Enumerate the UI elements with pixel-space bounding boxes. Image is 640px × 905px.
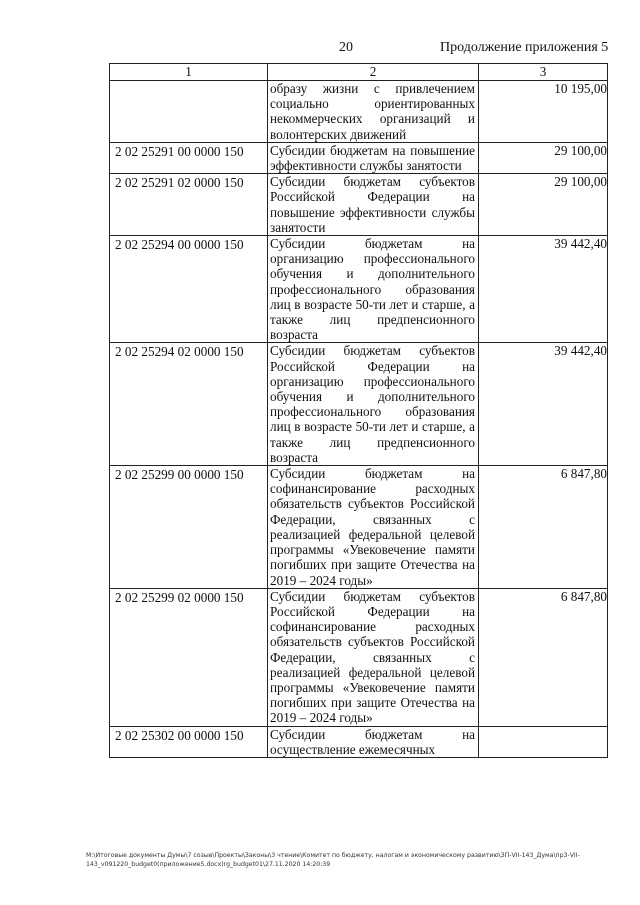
document-path-footer: M:\Итоговые документы Думы\7 созыв\Проекты\Законы\3 чтение\Комитет по бюджету, налогам и экономическому развитию\ЗП-VII-143_Дума\пр3-VII-143_v091220_budget0(приложение5.docx)rg_budget01\27.11.2020 14:20:39: [86, 852, 580, 868]
table-row: [110, 343, 608, 466]
income-code-cell: [110, 81, 268, 143]
amount-cell: 29 100,00: [479, 142, 608, 173]
column-number-2: 2: [268, 64, 479, 81]
description-cell: Субсидии бюджетам на организацию профессионального обучения и дополнительного профессионального образования лиц в возрасте 50-ти лет и старше, а также лиц предпенсионного возраста: [268, 236, 479, 343]
page-number: 20: [339, 40, 353, 55]
amount-cell: 6 847,80: [479, 588, 608, 726]
table-row: [110, 466, 608, 589]
column-number-3: 3: [479, 64, 608, 81]
amount-cell: [479, 726, 608, 757]
column-number-row: [110, 64, 608, 81]
income-code-cell: 2 02 25299 02 0000 150: [110, 588, 268, 726]
column-number-1: 1: [110, 64, 268, 81]
appendix-continuation-label: Продолжение приложения 5: [440, 40, 609, 55]
income-code-cell: 2 02 25302 00 0000 150: [110, 726, 268, 757]
income-code-cell: 2 02 25294 02 0000 150: [110, 343, 268, 466]
income-code-cell: 2 02 25291 00 0000 150: [110, 142, 268, 173]
amount-cell: 29 100,00: [479, 174, 608, 236]
table-row: [110, 174, 608, 236]
budget-table: [109, 63, 608, 758]
table-row: [110, 142, 608, 173]
income-code-cell: 2 02 25291 02 0000 150: [110, 174, 268, 236]
amount-cell: 39 442,40: [479, 343, 608, 466]
description-cell: Субсидии бюджетам на повышение эффективности службы занятости: [268, 142, 479, 173]
amount-cell: 6 847,80: [479, 466, 608, 589]
description-cell: Субсидии бюджетам субъектов Российской Федерации на организацию профессионального обучения и дополнительного профессионального образования лиц в возрасте 50-ти лет и старше, а также лиц предпенсионного возраста: [268, 343, 479, 466]
table-row: [110, 236, 608, 343]
description-cell: образу жизни с привлечением социально ориентированных некоммерческих организаций и волонтерских движений: [268, 81, 479, 143]
income-code-cell: 2 02 25294 00 0000 150: [110, 236, 268, 343]
amount-cell: 39 442,40: [479, 236, 608, 343]
description-cell: Субсидии бюджетам субъектов Российской Федерации на повышение эффективности службы занятости: [268, 174, 479, 236]
description-cell: Субсидии бюджетам субъектов Российской Федерации на софинансирование расходных обязательств субъектов Российской Федерации, связанных с реализацией федеральной целевой программы «Увековечение памяти погибших при защите Отечества на 2019 – 2024 годы»: [268, 588, 479, 726]
description-cell: Субсидии бюджетам на осуществление ежемесячных: [268, 726, 479, 757]
table-row: [110, 81, 608, 143]
table-row: [110, 588, 608, 726]
amount-cell: 10 195,00: [479, 81, 608, 143]
table-row: [110, 726, 608, 757]
description-cell: Субсидии бюджетам на софинансирование расходных обязательств субъектов Российской Федерации, связанных с реализацией федеральной целевой программы «Увековечение памяти погибших при защите Отечества на 2019 – 2024 годы»: [268, 466, 479, 589]
income-code-cell: 2 02 25299 00 0000 150: [110, 466, 268, 589]
